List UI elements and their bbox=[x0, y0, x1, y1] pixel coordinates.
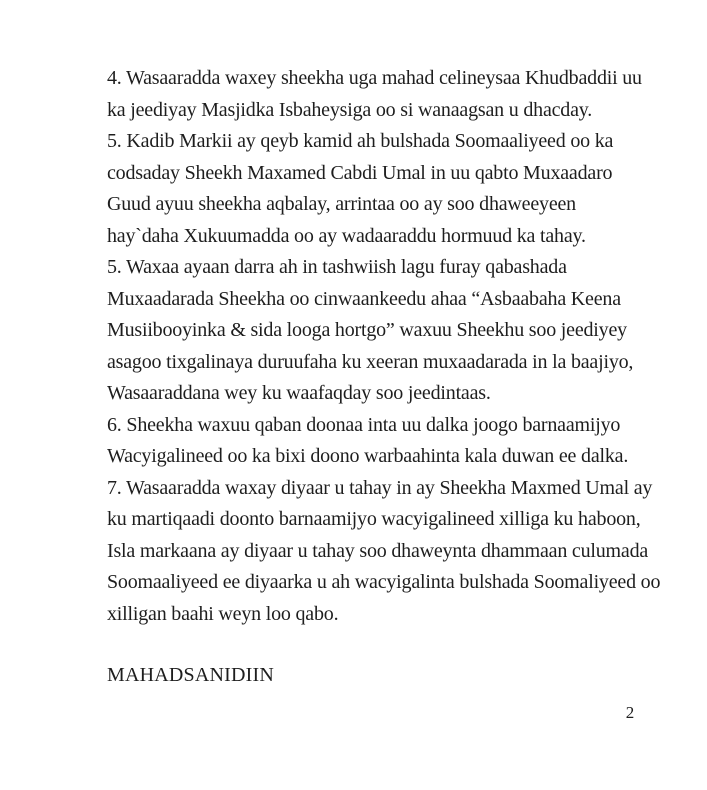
document-body bbox=[107, 63, 661, 630]
document-line: Guud ayuu sheekha aqbalay, arrintaa oo ay soo dhaweeyeen bbox=[107, 193, 576, 215]
document-line: Isla markaana ay diyaar u tahay soo dhaweynta dhammaan culumada bbox=[107, 539, 649, 562]
document-line: 7. Wasaaradda waxay diyaar u tahay in ay Sheekha Maxmed Umal ay bbox=[107, 476, 653, 499]
document-line: Muxaadarada Sheekha oo cinwaankeedu ahaa “Asbaabaha Keena bbox=[107, 287, 621, 310]
document-line: xilligan baahi weyn loo qabo. bbox=[107, 602, 339, 625]
document-line: ku martiqaadi doonto barnaamijyo wacyigalineed xilliga ku haboon, bbox=[107, 508, 641, 530]
document-line: 5. Kadib Markii ay qeyb kamid ah bulshada Soomaaliyeed oo ka bbox=[107, 130, 614, 152]
document-line: asagoo tixgalinaya duruufaha ku xeeran muxaadarada in la baajiyo, bbox=[107, 350, 634, 373]
document-line: 4. Wasaaradda waxey sheekha uga mahad celineysaa Khudbaddii uu bbox=[107, 67, 642, 89]
document-line: Wacyigalineed oo ka bixi doono warbaahinta kala duwan ee dalka. bbox=[107, 445, 629, 467]
document-line: ka jeediyay Masjidka Isbaheysiga oo si wanaagsan u dhacday. bbox=[107, 98, 593, 121]
document-line: Wasaaraddana wey ku waafaqday soo jeedintaas. bbox=[107, 382, 491, 404]
document-line: 5. Waxaa ayaan darra ah in tashwiish lagu furay qabashada bbox=[107, 256, 567, 278]
document-line: Soomaaliyeed ee diyaarka u ah wacyigalinta bulshada Soomaliyeed oo bbox=[107, 571, 661, 593]
closing-line: MAHADSANIDIIN bbox=[107, 664, 275, 686]
document-line: codsaday Sheekh Maxamed Cabdi Umal in uu qabto Muxaadaro bbox=[107, 161, 613, 184]
document-line: 6. Sheekha waxuu qaban doonaa inta uu dalka joogo barnaamijyo bbox=[107, 413, 621, 436]
document-line: hay`daha Xukuumadda oo ay wadaaraddu hormuud ka tahay. bbox=[107, 224, 586, 247]
page-number: 2 bbox=[625, 703, 635, 722]
document-line: Musiibooyinka & sida looga hortgo” waxuu Sheekhu soo jeediyey bbox=[107, 319, 627, 341]
